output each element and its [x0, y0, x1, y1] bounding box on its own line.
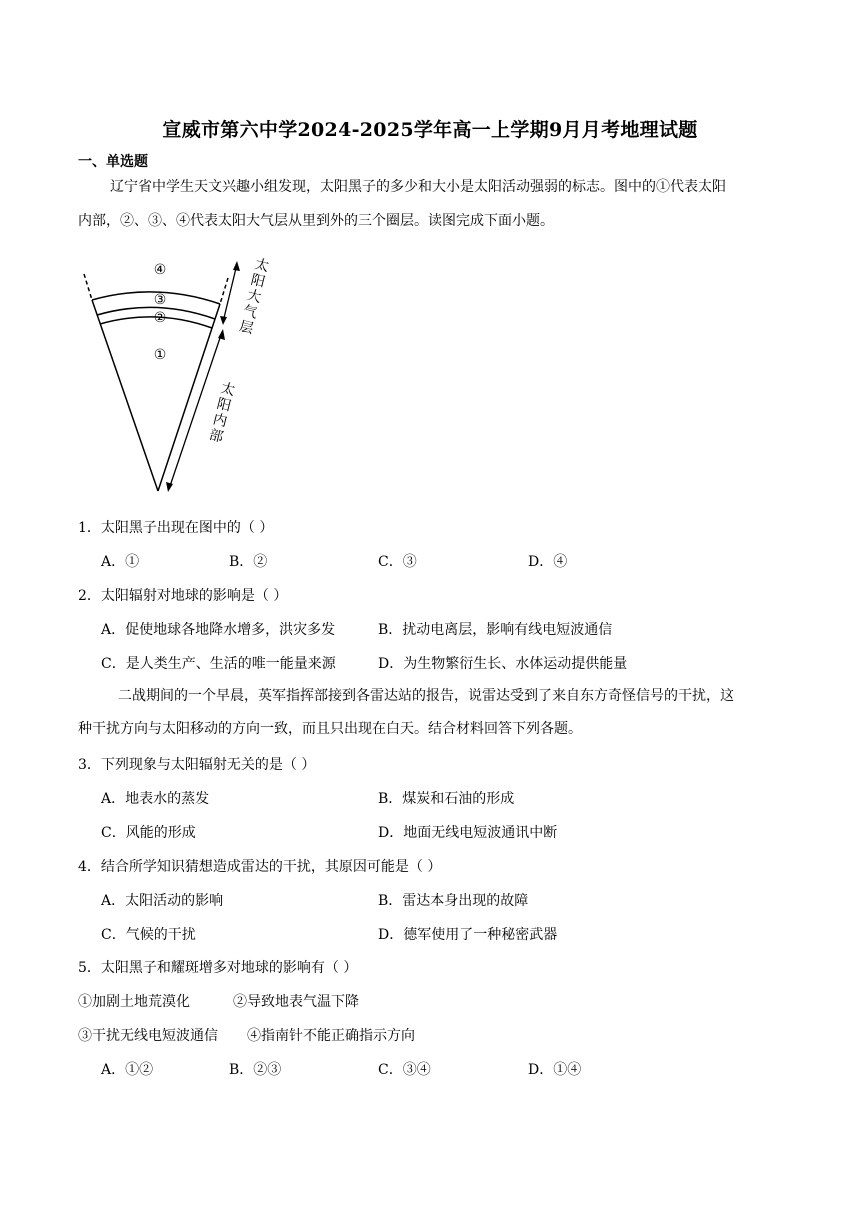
svg-text:太: 太	[253, 256, 270, 276]
question-5-option-b[interactable]: B．②③	[229, 1062, 282, 1078]
wedge-right-edge	[158, 304, 220, 491]
question-1-option-b[interactable]: B．②	[229, 554, 268, 570]
layer-label-2: ②	[153, 310, 167, 326]
svg-text:层: 层	[237, 318, 256, 338]
question-5-item-1: ①加剧土地荒漠化	[78, 994, 190, 1010]
question-1-option-d[interactable]: D．④	[528, 554, 568, 570]
interior-arrow	[169, 332, 225, 489]
question-4-option-b[interactable]: B．雷达本身出现的故障	[378, 893, 529, 909]
intro-paragraph-2-line-2: 种干扰方向与太阳移动的方向一致，而且只出现在白天。结合材料回答下列各题。	[78, 721, 582, 737]
section-heading: 一、单选题	[78, 154, 148, 170]
intro-paragraph-2-line-1: 二战期间的一个早晨，英军指挥部接到各雷达站的报告，说雷达受到了来自东方奇怪信号的干扰，这	[118, 688, 734, 704]
layer-label-3: ③	[153, 292, 167, 308]
question-2-option-c[interactable]: C．是人类生产、生活的唯一能量来源	[101, 656, 336, 672]
intro-paragraph-1-line-1: 辽宁省中学生天文兴趣小组发现，太阳黑子的多少和大小是太阳活动强弱的标志。图中的①代表太阳	[110, 179, 726, 195]
question-2-option-a[interactable]: A．促使地球各地降水增多，洪灾多发	[101, 622, 336, 638]
atmosphere-label	[238, 255, 270, 337]
svg-text:太: 太	[219, 380, 237, 400]
question-3-option-b[interactable]: B．煤炭和石油的形成	[378, 791, 515, 807]
question-3-option-c[interactable]: C．风能的形成	[101, 825, 196, 841]
atmosphere-arrow	[223, 264, 237, 322]
question-5-item-3: ③干扰无线电短波通信	[78, 1028, 218, 1044]
question-4-option-a[interactable]: A．太阳活动的影响	[101, 893, 224, 909]
question-2-stem: 2．太阳辐射对地球的影响是（ ）	[78, 588, 288, 604]
question-4-option-d[interactable]: D．德军使用了一种秘密武器	[378, 927, 558, 943]
question-5-item-4: ④指南针不能正确指示方向	[247, 1028, 415, 1044]
svg-text:阳: 阳	[249, 271, 267, 291]
sun-structure-diagram	[70, 252, 270, 502]
wedge-left-dashed	[84, 274, 92, 300]
question-4-option-c[interactable]: C．气候的干扰	[101, 927, 196, 943]
wedge-left-edge	[92, 300, 158, 491]
question-1-stem: 1．太阳黑子出现在图中的（ ）	[78, 520, 274, 536]
question-5-item-2: ②导致地表气温下降	[233, 994, 359, 1010]
question-1-option-c[interactable]: C．③	[378, 554, 417, 570]
question-3-stem: 3．下列现象与太阳辐射无关的是（ ）	[78, 757, 316, 773]
question-3-option-a[interactable]: A．地表水的蒸发	[101, 791, 210, 807]
wedge-right-dashed	[220, 278, 228, 304]
svg-text:阳: 阳	[215, 395, 233, 415]
question-3-option-d[interactable]: D．地面无线电短波通讯中断	[378, 825, 558, 841]
layer-label-4: ④	[153, 262, 167, 278]
question-5-option-a[interactable]: A．①②	[101, 1062, 154, 1078]
interior-label	[207, 379, 236, 445]
question-5-option-d[interactable]: D．①④	[528, 1062, 582, 1078]
svg-text:部: 部	[207, 426, 225, 446]
page-title: 宣威市第六中学2024-2025学年高一上学期9月月考地理试题	[162, 119, 698, 141]
svg-text:内: 内	[211, 411, 229, 431]
question-4-stem: 4．结合所学知识猜想造成雷达的干扰，其原因可能是（ ）	[78, 859, 442, 875]
layer-label-1: ①	[153, 347, 167, 363]
question-1-option-a[interactable]: A．①	[101, 554, 140, 570]
question-5-stem: 5．太阳黑子和耀斑增多对地球的影响有（ ）	[78, 960, 358, 976]
intro-paragraph-1-line-2: 内部，②、③、④代表太阳大气层从里到外的三个圈层。读图完成下面小题。	[78, 213, 554, 229]
question-5-option-c[interactable]: C．③④	[378, 1062, 431, 1078]
svg-text:大: 大	[245, 287, 263, 307]
question-2-option-d[interactable]: D．为生物繁衍生长、水体运动提供能量	[378, 656, 628, 672]
question-2-option-b[interactable]: B．扰动电离层，影响有线电短波通信	[378, 622, 613, 638]
svg-text:气: 气	[241, 302, 259, 322]
